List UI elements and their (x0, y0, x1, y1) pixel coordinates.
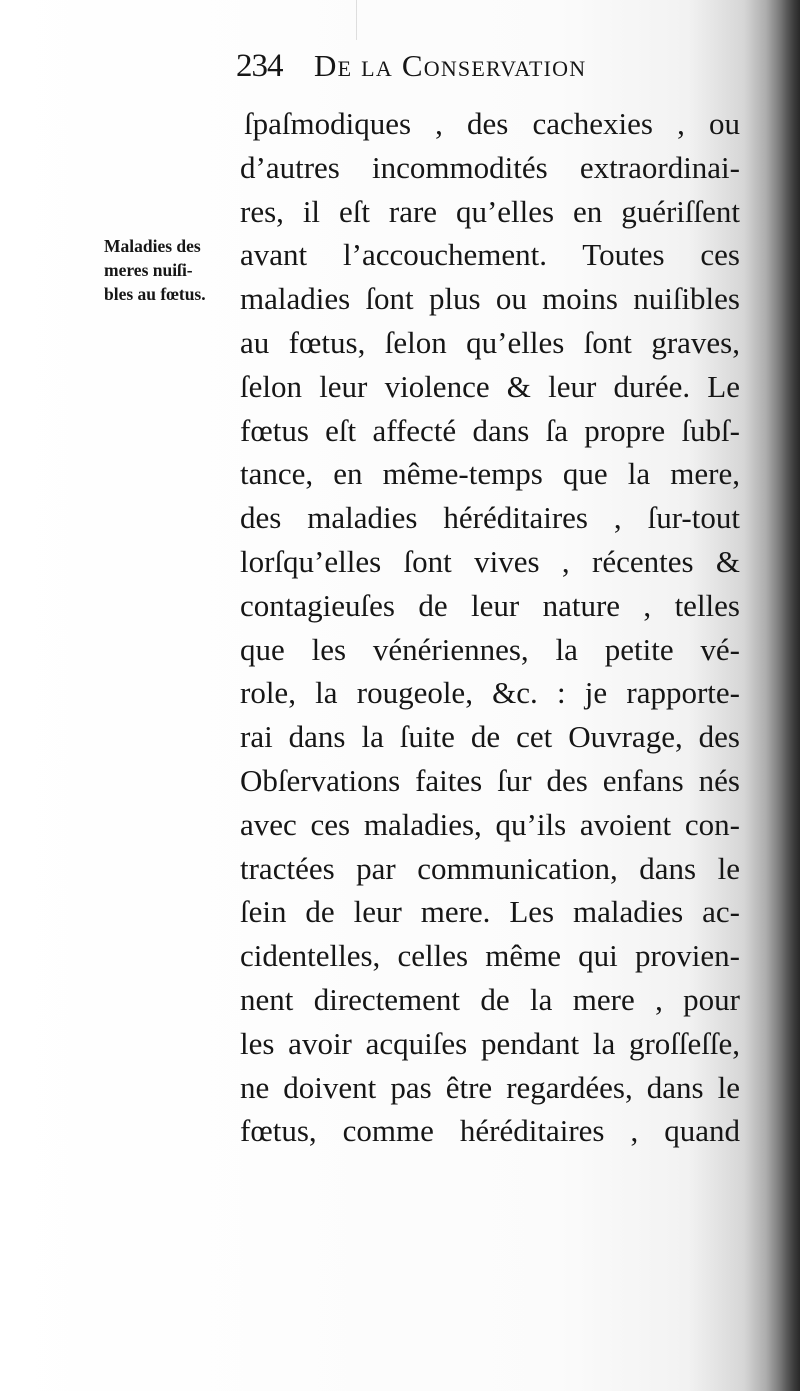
text-line: ſpaſmodiques , des cachexies , ou (244, 106, 740, 141)
text-line: au fœtus, ſelon qu’elles ſont graves, (240, 324, 740, 360)
text-line: role, la rougeole, &c. : je rapporte- (240, 675, 740, 711)
text-line: res, il eſt rare qu’elles en guériſſent (240, 193, 740, 229)
text-line: nent directement de la mere , pour (240, 981, 740, 1017)
text-line: maladies ſont plus ou moins nuiſibles (240, 281, 740, 317)
text-line: que les vénériennes, la petite vé- (240, 631, 740, 667)
text-line: tractées par communication, dans le (240, 850, 740, 886)
text-line: ſein de leur mere. Les maladies ac- (240, 894, 740, 930)
body-text (240, 102, 740, 1153)
text-line: rai dans la ſuite de cet Ouvrage, des (240, 719, 740, 755)
text-line: des maladies héréditaires , ſur-tout (240, 500, 740, 536)
text-line: avant l’accouchement. Toutes ces (240, 237, 740, 273)
text-line: tance, en même-temps que la mere, (240, 456, 740, 492)
running-head (236, 46, 656, 96)
margin-note (104, 234, 236, 306)
text-line: ſelon leur violence & leur durée. Le (240, 368, 740, 404)
text-line: Obſervations faites ſur des enfans nés (240, 762, 740, 798)
text-line: cidentelles, celles même qui provien- (240, 938, 740, 974)
text-line: fœtus, comme héréditaires , quand (240, 1113, 740, 1149)
margin-note-line: bles au fœtus. (104, 284, 206, 304)
page-crease (356, 0, 357, 40)
margin-note-line: Maladies des (104, 236, 201, 256)
text-line: d’autres incommodités extraordinai- (240, 149, 740, 185)
page-edge-shadow (766, 0, 800, 1391)
text-line: fœtus eſt affecté dans ſa propre ſubſ- (240, 412, 740, 448)
text-line: contagieuſes de leur nature , telles (240, 587, 740, 623)
running-head-title: De la Conservation (314, 48, 587, 83)
text-line: lorſqu’elles ſont vives , récentes & (240, 543, 740, 579)
text-line: les avoir acquiſes pendant la groſſeſſe, (240, 1025, 740, 1061)
page-number: 234 (236, 48, 283, 84)
text-line: avec ces maladies, qu’ils avoient con- (240, 806, 740, 842)
margin-note-line: meres nuiſi- (104, 260, 193, 280)
text-line: ne doivent pas être regardées, dans le (240, 1069, 740, 1105)
